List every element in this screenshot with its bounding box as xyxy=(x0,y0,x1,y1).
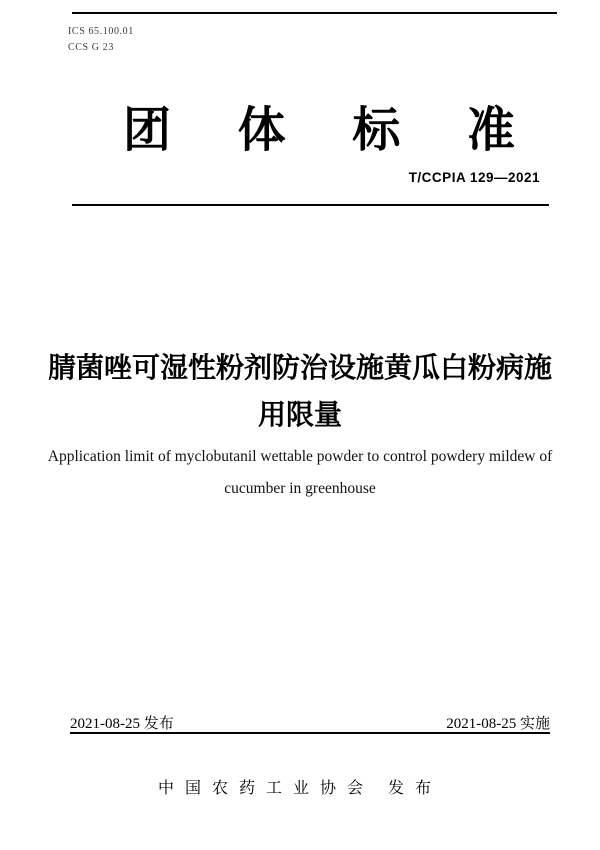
english-title-line1: Application limit of myclobutanil wettable powder to control powdery mildew of xyxy=(47,448,553,465)
ics-code: ICS 65.100.01 xyxy=(68,26,134,37)
footer-rule xyxy=(70,732,550,734)
doc-type-char: 体 xyxy=(237,104,286,157)
main-title-english xyxy=(30,441,570,505)
header-rule xyxy=(72,204,549,206)
doc-type-char: 准 xyxy=(466,104,515,157)
ccs-code: CCS G 23 xyxy=(68,42,114,53)
main-title-line1: 腈菌唑可湿性粉剂防治设施黄瓜白粉病施 xyxy=(47,352,552,383)
publisher-name: 中国农药工业协会 xyxy=(157,780,374,797)
publisher-row xyxy=(0,775,600,798)
main-title-line2: 用限量 xyxy=(257,399,342,430)
top-rule xyxy=(72,12,557,14)
document-type-title xyxy=(123,103,515,159)
issue-date: 2021-08-25 发布 xyxy=(70,716,174,732)
doc-type-char: 团 xyxy=(123,104,172,157)
doc-type-char: 标 xyxy=(352,104,401,157)
date-row xyxy=(70,712,550,733)
main-title-chinese xyxy=(0,344,600,438)
implement-date: 2021-08-25 实施 xyxy=(446,716,550,732)
classification-codes xyxy=(68,24,134,56)
publish-label: 发布 xyxy=(388,780,443,797)
english-title-line2: cucumber in greenhouse xyxy=(224,480,376,497)
standard-number: T/CCPIA 129—2021 xyxy=(408,170,540,185)
